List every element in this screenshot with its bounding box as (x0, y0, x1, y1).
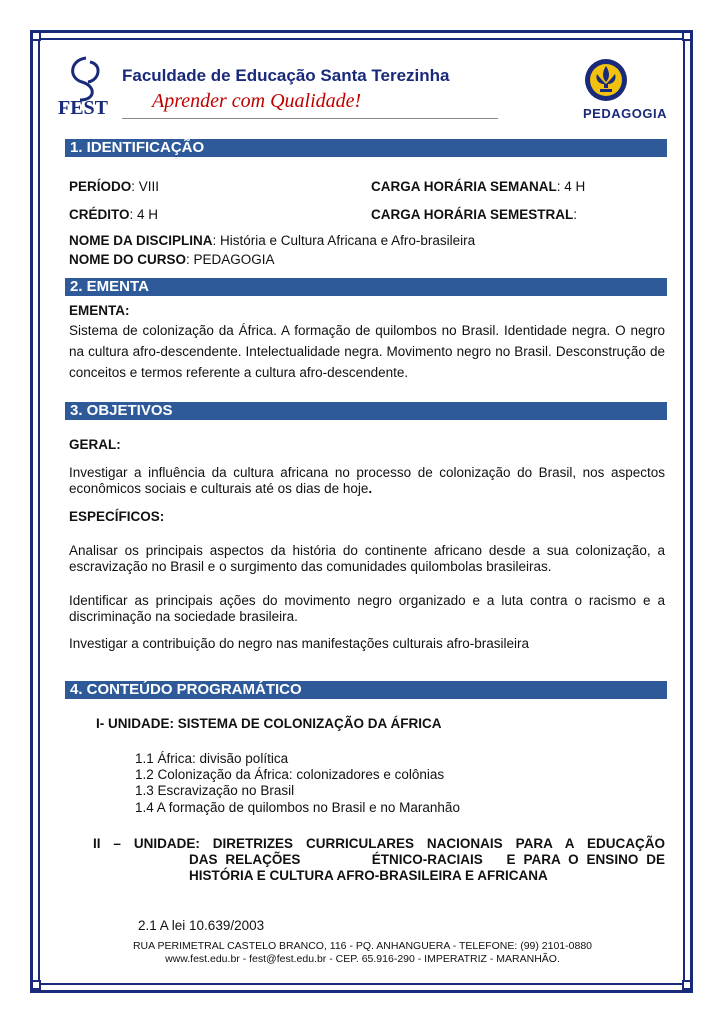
especifico-item: Investigar a contribuição do negro nas manifestações culturais afro-brasileira (69, 636, 529, 651)
pedagogia-logo-text: PEDAGOGIA (583, 106, 667, 121)
ementa-text: Sistema de colonização da África. A formação de quilombos no Brasil. Identidade negra. O negro na cultura afro-descendente. Intelectualidade negra. Movimento negro no Brasil. Desconstrução de conceitos e termos referente a cultura afro-descendente. (69, 323, 665, 380)
curso-field: NOME DO CURSO: PEDAGOGIA (69, 252, 275, 267)
unidade-1-title: I- UNIDADE: SISTEMA DE COLONIZAÇÃO DA ÁFRICA (96, 716, 442, 731)
fest-logo (56, 52, 116, 116)
slogan: Aprender com Qualidade! (152, 90, 362, 112)
border-corner (31, 980, 41, 990)
unidade-1-item: 1.2 Colonização da África: colonizadores e colônias (135, 767, 445, 782)
footer-contact: www.fest.edu.br - fest@fest.edu.br - CEP. 65.916-290 - IMPERATRIZ - MARANHÃO. (165, 953, 560, 965)
unidade-2-title-line2: DAS RELAÇÕES ÉTNICO-RACIAIS E PARA O ENSINO DE (189, 852, 665, 867)
unidade-1-item: 1.3 Escravização no Brasil (135, 783, 295, 798)
section-header-ementa: 2. EMENTA (65, 278, 667, 296)
carga-semanal-field: CARGA HORÁRIA SEMANAL: 4 H (371, 179, 586, 194)
pedagogia-logo (583, 56, 629, 104)
institution-name: Faculdade de Educação Santa Terezinha (122, 66, 450, 85)
carga-semestral-field: CARGA HORÁRIA SEMESTRAL: (371, 207, 578, 222)
section-header-conteudo: 4. CONTEÚDO PROGRAMÁTICO (65, 681, 667, 699)
unidade-1-item: 1.1 África: divisão política (135, 751, 289, 766)
border-corner (682, 980, 692, 990)
especifico-item: Analisar os principais aspectos da história do continente africano desde a sua colonização, a escravização no Brasil e o surgimento das comunidades quilombolas brasileiras. (69, 543, 665, 574)
credito-field: CRÉDITO: 4 H (69, 207, 159, 222)
unidade-2-item: 2.1 A lei 10.639/2003 (138, 918, 265, 933)
header-divider (122, 118, 498, 119)
section-header-objetivos: 3. OBJETIVOS (65, 402, 667, 420)
section-header-identificacao: 1. IDENTIFICAÇÃO (65, 139, 667, 157)
border-corner (31, 31, 41, 41)
especifico-item: Identificar as principais ações do movimento negro organizado e a luta contra o racismo e a discriminação na sociedade brasileira. (69, 593, 665, 624)
footer-address: RUA PERIMETRAL CASTELO BRANCO, 116 - PQ. ANHANGUERA - TELEFONE: (99) 2101-0880 (132, 940, 593, 952)
periodo-field: PERÍODO: VIII (69, 179, 160, 194)
geral-text: Investigar a influência da cultura africana no processo de colonização do Brasil, nos aspectos econômicos sociais e culturais até os dias de hoje. (69, 465, 665, 496)
border-corner (682, 31, 692, 41)
especificos-label: ESPECÍFICOS: (69, 509, 165, 524)
fest-logo-text: FEST (58, 97, 109, 116)
unidade-1-item: 1.4 A formação de quilombos no Brasil e no Maranhão (135, 800, 460, 815)
disciplina-field: NOME DA DISCIPLINA: História e Cultura Africana e Afro-brasileira (69, 233, 476, 248)
geral-label: GERAL: (69, 437, 121, 452)
unidade-2-title-line3: HISTÓRIA E CULTURA AFRO-BRASILEIRA E AFRICANA (189, 868, 548, 883)
unidade-2-title-line1: II – UNIDADE: DIRETRIZES CURRICULARES NACIONAIS PARA A EDUCAÇÃO (93, 836, 665, 851)
ementa-label: EMENTA: (69, 303, 130, 318)
